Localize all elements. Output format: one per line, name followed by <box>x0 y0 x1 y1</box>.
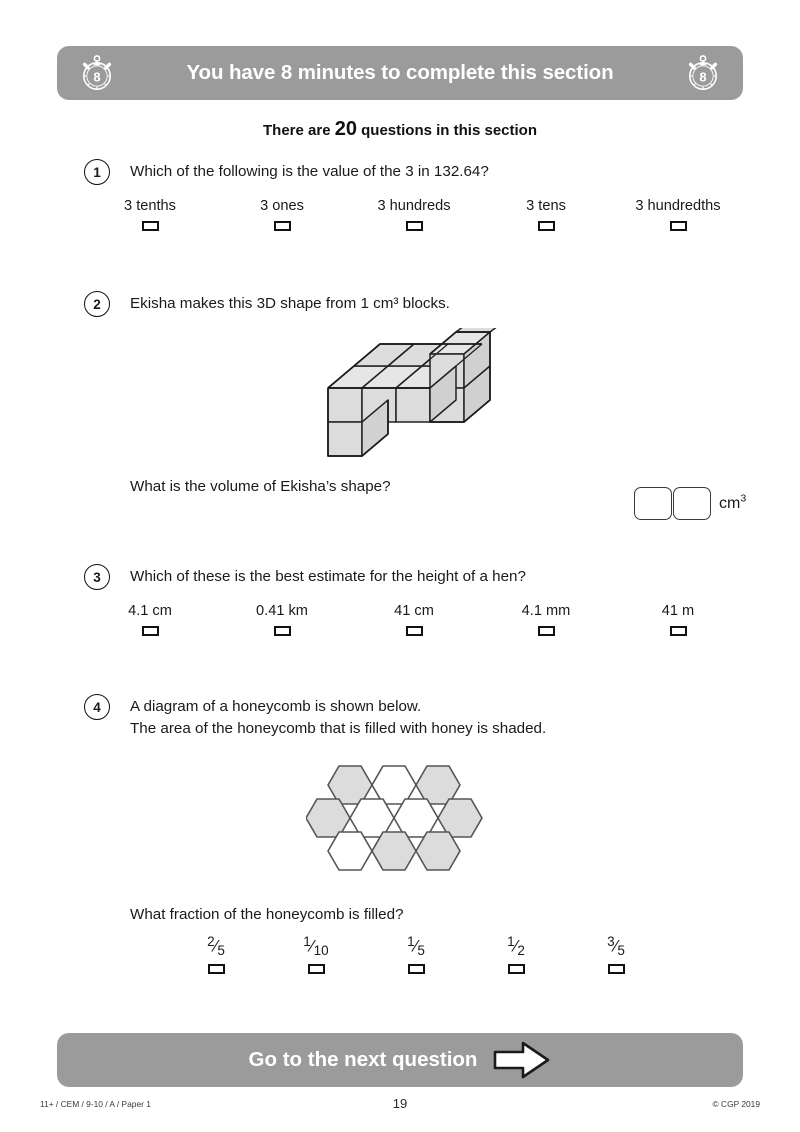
checkbox-q1-2[interactable] <box>406 221 423 231</box>
option-q3-2[interactable] <box>348 603 480 636</box>
checkbox-q3-4[interactable] <box>670 626 687 636</box>
arrow-right-icon <box>493 1040 551 1080</box>
option-q4-3[interactable] <box>466 935 566 974</box>
question-3-number: 3 <box>84 564 110 590</box>
question-1 <box>84 159 744 183</box>
option-q3-3[interactable] <box>480 603 612 636</box>
option-q1-3[interactable] <box>480 198 612 231</box>
fraction-q4-4: 3⁄5 <box>607 934 625 958</box>
option-q3-1-label: 0.41 km <box>256 603 308 619</box>
option-q4-1[interactable] <box>266 935 366 974</box>
fraction-q4-2-denominator: 5 <box>417 942 425 958</box>
question-3-options <box>84 603 744 636</box>
question-2-answer-area <box>634 487 746 520</box>
checkbox-q1-3[interactable] <box>538 221 555 231</box>
footer-reference: 11+ / CEM / 9-10 / A / Paper 1 <box>40 1099 151 1109</box>
fraction-q4-2-numerator: 1 <box>407 934 415 949</box>
question-1-text: Which of the following is the value of the 3 in 132.64? <box>130 163 489 180</box>
question-1-number: 1 <box>84 159 110 185</box>
checkbox-q4-1[interactable] <box>308 964 325 974</box>
option-q1-1-label: 3 ones <box>260 198 304 214</box>
answer-unit-superscript: 3 <box>740 492 747 505</box>
question-2-text: Ekisha makes this 3D shape from 1 cm³ blocks. <box>130 295 450 312</box>
option-q4-4[interactable] <box>566 935 666 974</box>
answer-box-q2-2[interactable] <box>673 487 711 520</box>
fraction-q4-3-numerator: 1 <box>507 934 515 949</box>
option-q4-0[interactable] <box>166 935 266 974</box>
option-q1-0-label: 3 tenths <box>124 198 176 214</box>
question-1-options <box>84 198 744 231</box>
option-q1-3-label: 3 tens <box>526 198 566 214</box>
option-q3-4[interactable] <box>612 603 744 636</box>
next-question-banner[interactable] <box>57 1033 743 1087</box>
section-question-count <box>0 118 800 141</box>
checkbox-q3-0[interactable] <box>142 626 159 636</box>
option-q3-1[interactable] <box>216 603 348 636</box>
question-3 <box>84 564 744 588</box>
count-suffix: questions in this section <box>356 122 537 139</box>
stopwatch-minutes-right: 8 <box>699 69 707 85</box>
count-number: 20 <box>334 118 357 140</box>
3d-block-shape <box>312 328 498 463</box>
fraction-q4-1-denominator: 10 <box>313 942 329 958</box>
question-2-followup-text: What is the volume of Ekisha’s shape? <box>130 478 391 495</box>
checkbox-q1-4[interactable] <box>670 221 687 231</box>
checkbox-q1-1[interactable] <box>274 221 291 231</box>
fraction-q4-1-numerator: 1 <box>303 934 311 949</box>
question-4-followup <box>84 902 744 926</box>
answer-box-q2-1[interactable] <box>634 487 672 520</box>
checkbox-q4-0[interactable] <box>208 964 225 974</box>
option-q3-0[interactable] <box>84 603 216 636</box>
question-3-text: Which of these is the best estimate for the height of a hen? <box>130 568 526 585</box>
footer-page-number: 19 <box>392 1096 408 1111</box>
question-4 <box>84 694 744 740</box>
option-q3-2-label: 41 cm <box>394 603 434 619</box>
fraction-q4-0-denominator: 5 <box>217 942 225 958</box>
question-4-text <box>130 694 744 740</box>
question-4-text-line1: A diagram of a honeycomb is shown below. <box>130 698 422 715</box>
checkbox-q3-2[interactable] <box>406 626 423 636</box>
fraction-q4-3-denominator: 2 <box>517 942 525 958</box>
checkbox-q3-3[interactable] <box>538 626 555 636</box>
checkbox-q3-1[interactable] <box>274 626 291 636</box>
fraction-q4-4-denominator: 5 <box>617 942 625 958</box>
option-q1-1[interactable] <box>216 198 348 231</box>
stopwatch-minutes-left: 8 <box>93 69 101 85</box>
option-q3-3-label: 4.1 mm <box>521 603 571 619</box>
option-q1-0[interactable] <box>84 198 216 231</box>
checkbox-q1-0[interactable] <box>142 221 159 231</box>
answer-unit-q2: $cm^3$ <box>719 492 747 512</box>
fraction-q4-0-numerator: 2 <box>207 934 215 949</box>
question-2 <box>84 291 744 315</box>
timer-banner <box>57 46 743 100</box>
option-q1-2[interactable] <box>348 198 480 231</box>
checkbox-q4-4[interactable] <box>608 964 625 974</box>
question-4-number: 4 <box>84 694 110 720</box>
option-q1-2-label: 3 hundreds <box>377 198 451 214</box>
checkbox-q4-3[interactable] <box>508 964 525 974</box>
option-q3-0-label: 4.1 cm <box>128 603 172 619</box>
timer-banner-text: You have 8 minutes to complete this section <box>186 61 614 84</box>
question-2-number: 2 <box>84 291 110 317</box>
question-4-options <box>166 935 666 974</box>
fraction-q4-2: 1⁄5 <box>407 934 425 958</box>
option-q4-2[interactable] <box>366 935 466 974</box>
option-q3-4-label: 41 m <box>661 603 695 619</box>
fraction-q4-1: 1⁄10 <box>303 934 329 958</box>
honeycomb-diagram <box>306 752 496 887</box>
next-question-label: Go to the next question <box>248 1048 478 1071</box>
fraction-q4-3: 1⁄2 <box>507 934 525 958</box>
checkbox-q4-2[interactable] <box>408 964 425 974</box>
stopwatch-icon-left <box>75 51 119 95</box>
stopwatch-icon-right <box>681 51 725 95</box>
question-4-followup-text: What fraction of the honeycomb is filled? <box>130 906 404 923</box>
count-prefix: There are <box>263 122 335 139</box>
option-q1-4-label: 3 hundredths <box>635 198 721 214</box>
fraction-q4-4-numerator: 3 <box>607 934 615 949</box>
page-footer <box>40 1096 760 1111</box>
option-q1-4[interactable] <box>612 198 744 231</box>
fraction-q4-0: 2⁄5 <box>207 934 225 958</box>
question-4-text-line2: The area of the honeycomb that is filled with honey is shaded. <box>130 720 547 738</box>
footer-copyright: © CGP 2019 <box>712 1099 760 1109</box>
